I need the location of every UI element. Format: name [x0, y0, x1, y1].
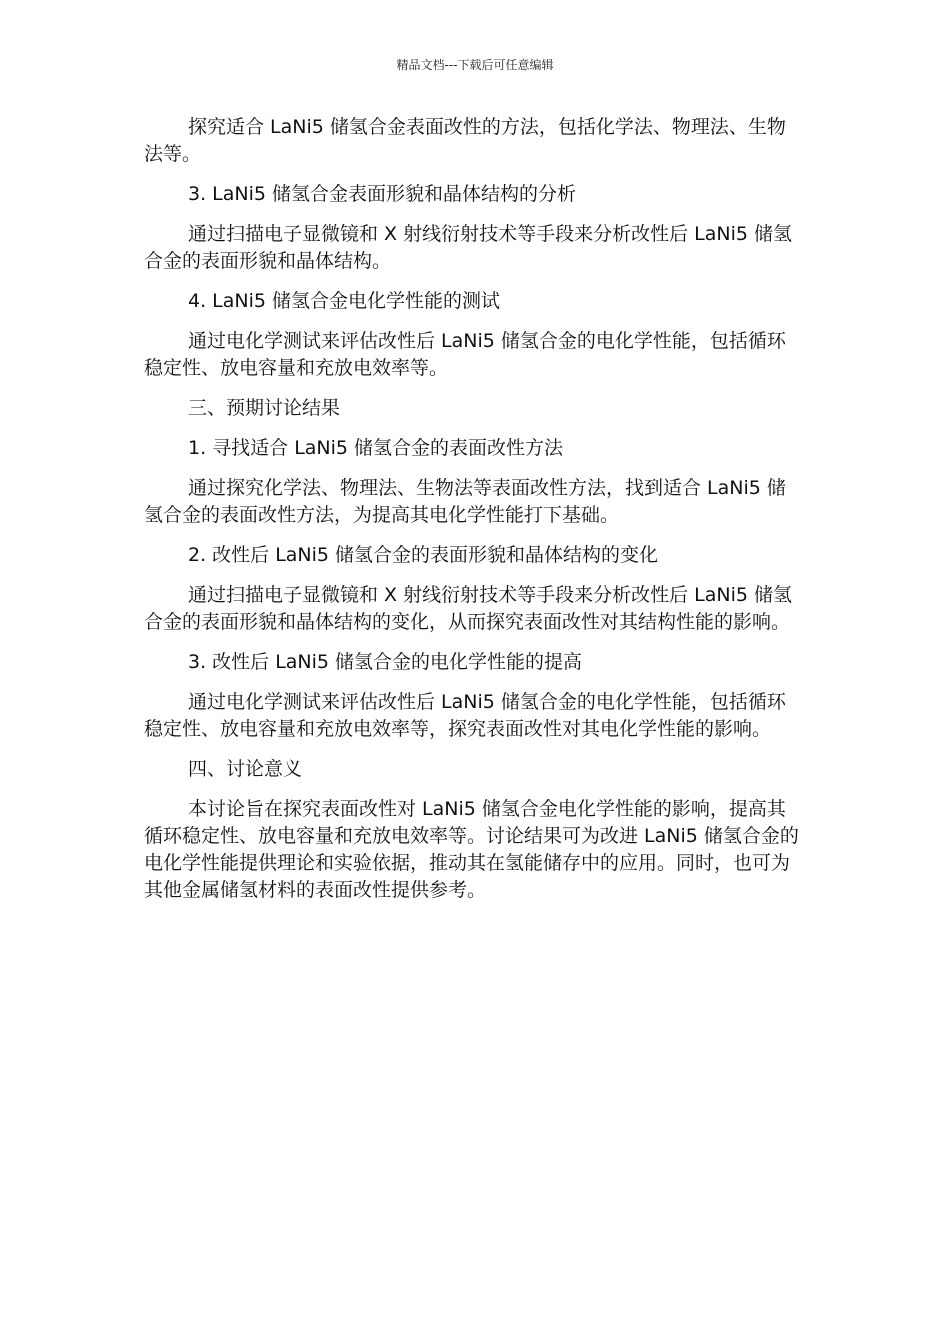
section-heading-significance: 四、讨论意义	[188, 758, 303, 780]
heading-performance-improvement: 3. 改性后 LaNi5 储氢合金的电化学性能的提高	[188, 651, 583, 673]
paragraph-electrochemical-testing: 通过电化学测试来评估改性后 LaNi5 储氢合金的电化学性能，包括循环稳定性、放电容量和充放电效率等。	[144, 330, 786, 379]
paragraph-significance: 本讨论旨在探究表面改性对 LaNi5 储氢合金电化学性能的影响，提高其循环稳定性、放电容量和充放电效率等。讨论结果可为改进 LaNi5 储氢合金的电化学性能提供理论和实验依据，推动其在氢能储存中的应用。同时，也可为其他金属储氢材料的表面改性提供参考。	[144, 798, 799, 901]
paragraph-modification-methods: 探究适合 LaNi5 储氢合金表面改性的方法，包括化学法、物理法、生物法等。	[144, 116, 786, 165]
heading-surface-structure-analysis: 3. LaNi5 储氢合金表面形貌和晶体结构的分析	[188, 183, 577, 205]
heading-electrochemical-testing: 4. LaNi5 储氢合金电化学性能的测试	[188, 290, 501, 312]
document-body	[144, 114, 799, 917]
paragraph-structure-changes: 通过扫描电子显微镜和 X 射线衍射技术等手段来分析改性后 LaNi5 储氢合金的表面形貌和晶体结构的变化，从而探究表面改性对其结构性能的影响。	[144, 584, 792, 633]
paragraph-surface-structure-analysis: 通过扫描电子显微镜和 X 射线衍射技术等手段来分析改性后 LaNi5 储氢合金的表面形貌和晶体结构。	[144, 223, 792, 272]
heading-find-modification-method: 1. 寻找适合 LaNi5 储氢合金的表面改性方法	[188, 437, 564, 459]
page-header: 精品文档---下载后可任意编辑	[396, 58, 554, 72]
paragraph-find-modification-method: 通过探究化学法、物理法、生物法等表面改性方法，找到适合 LaNi5 储氢合金的表面改性方法，为提高其电化学性能打下基础。	[144, 477, 786, 526]
section-heading-expected-results: 三、预期讨论结果	[188, 397, 341, 419]
heading-structure-changes: 2. 改性后 LaNi5 储氢合金的表面形貌和晶体结构的变化	[188, 544, 659, 566]
paragraph-performance-improvement: 通过电化学测试来评估改性后 LaNi5 储氢合金的电化学性能，包括循环稳定性、放电容量和充放电效率等，探究表面改性对其电化学性能的影响。	[144, 691, 786, 740]
